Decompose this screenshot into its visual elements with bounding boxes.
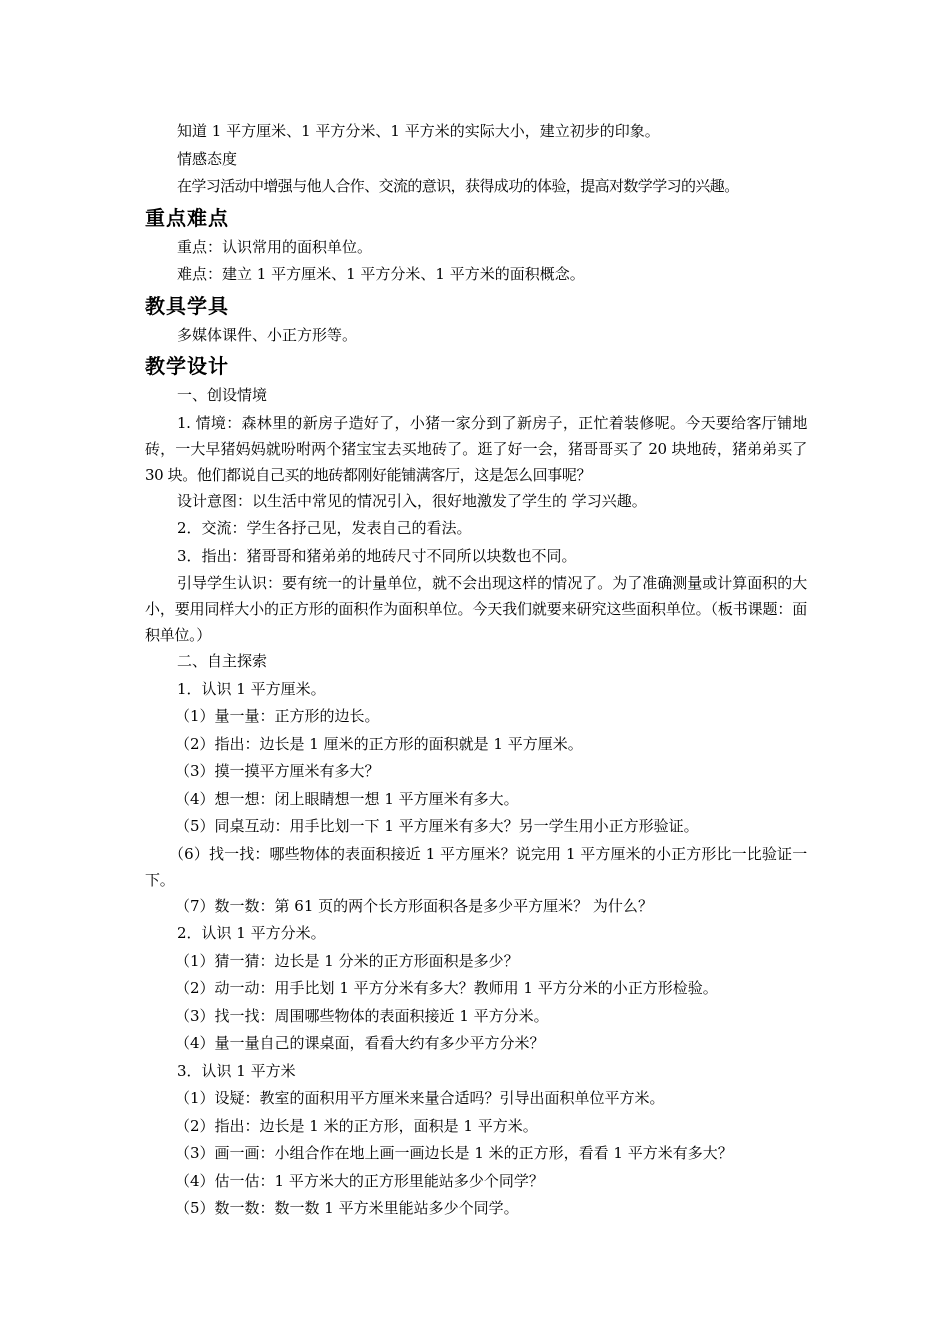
cm-item: （3）摸一摸平方厘米有多大？ xyxy=(175,762,380,780)
m-item: （1）设疑：教室的面积用平方厘米来量合适吗？引导出面积单位平方米。 xyxy=(175,1089,665,1107)
cm-title: 1．认识 1 平方厘米。 xyxy=(177,679,326,698)
heading-teaching-design: 教学设计 xyxy=(145,354,229,378)
heading-key-points: 重点难点 xyxy=(145,205,229,230)
objective-knowledge: 知道 1 平方厘米、1 平方分米、1 平方米的实际大小，建立初步的印象。 xyxy=(177,122,660,140)
design-intent: 设计意图：以生活中常见的情况引入，很好地激发了学生的 学习兴趣。 xyxy=(177,491,647,510)
point-out-step: 3．指出：猪哥哥和猪弟弟的地砖尺寸不同所以块数也不同。 xyxy=(177,546,577,565)
dm-title: 2．认识 1 平方分米。 xyxy=(177,924,326,942)
m-item: （4）估一估：1 平方米大的正方形里能站多少个同学？ xyxy=(175,1171,544,1190)
cm-item: （2）指出：边长是 1 厘米的正方形的面积就是 1 平方厘米。 xyxy=(175,734,583,753)
part2-title: 二、自主探索 xyxy=(177,652,268,670)
m-title: 3．认识 1 平方米 xyxy=(177,1061,296,1080)
cm-item: （7）数一数：第 61 页的两个长方形面积各是多少平方厘米？ 为什么？ xyxy=(175,896,653,915)
part1-title: 一、创设情境 xyxy=(177,386,268,404)
dm-item: （2）动一动：用手比划 1 平方分米有多大？教师用 1 平方分米的小正方形检验。 xyxy=(175,979,718,997)
scenario-paragraph: 1. 情境：森林里的新房子造好了，小猪一家分到了新房子，正忙着装修呢。今天要给客厅铺地砖，一大早猪妈妈就吩咐两个猪宝宝去买地砖了。逛了好一会，猪哥哥买了 20 块地砖，猪弟弟买了 30 块。他们都说自己买的地砖都刚好能铺满客厅，这是怎么回事呢？ xyxy=(145,413,807,484)
document-page xyxy=(145,118,807,1223)
key-point-item: 重点：认识常用的面积单位。 xyxy=(177,237,373,256)
tools-item: 多媒体课件、小正方形等。 xyxy=(177,325,358,344)
difficulty-item: 难点：建立 1 平方厘米、1 平方分米、1 平方米的面积概念。 xyxy=(177,265,585,283)
dm-item: （3）找一找：周围哪些物体的表面积接近 1 平方分米。 xyxy=(175,1006,549,1025)
subheading-attitude: 情感态度 xyxy=(177,149,238,168)
dm-item: （1）猜一猜：边长是 1 分米的正方形面积是多少？ xyxy=(175,951,519,970)
cm-item: （5）同桌互动：用手比划一下 1 平方厘米有多大？另一学生用小正方形验证。 xyxy=(175,817,699,835)
cm-item: （4）想一想：闭上眼睛想一想 1 平方厘米有多大。 xyxy=(175,789,519,808)
exchange-step: 2．交流：学生各抒己见，发表自己的看法。 xyxy=(177,519,472,537)
m-item: （2）指出：边长是 1 米的正方形，面积是 1 平方米。 xyxy=(175,1116,538,1135)
objective-attitude: 在学习活动中增强与他人合作、交流的意识，获得成功的体验，提高对数学学习的兴趣。 xyxy=(177,177,739,195)
dm-item: （4）量一量自己的课桌面，看看大约有多少平方分米？ xyxy=(175,1034,545,1052)
cm-item: （6）找一找：哪些物体的表面积接近 1 平方厘米？说完用 1 平方厘米的小正方形比一比验证一下。 xyxy=(145,844,807,889)
m-item: （5）数一数：数一数 1 平方米里能站多少个同学。 xyxy=(175,1199,519,1217)
cm-item: （1）量一量：正方形的边长。 xyxy=(175,707,380,725)
guide-paragraph: 引导学生认识：要有统一的计量单位，就不会出现这样的情况了。为了准确测量或计算面积的大小，要用同样大小的正方形的面积作为面积单位。今天我们就要来研究这些面积单位。（板书课题：面积单位。） xyxy=(145,574,807,644)
heading-teaching-tools: 教具学具 xyxy=(145,293,229,318)
m-item: （3）画一画：小组合作在地上画一画边长是 1 米的正方形，看看 1 平方米有多大？ xyxy=(175,1144,733,1162)
